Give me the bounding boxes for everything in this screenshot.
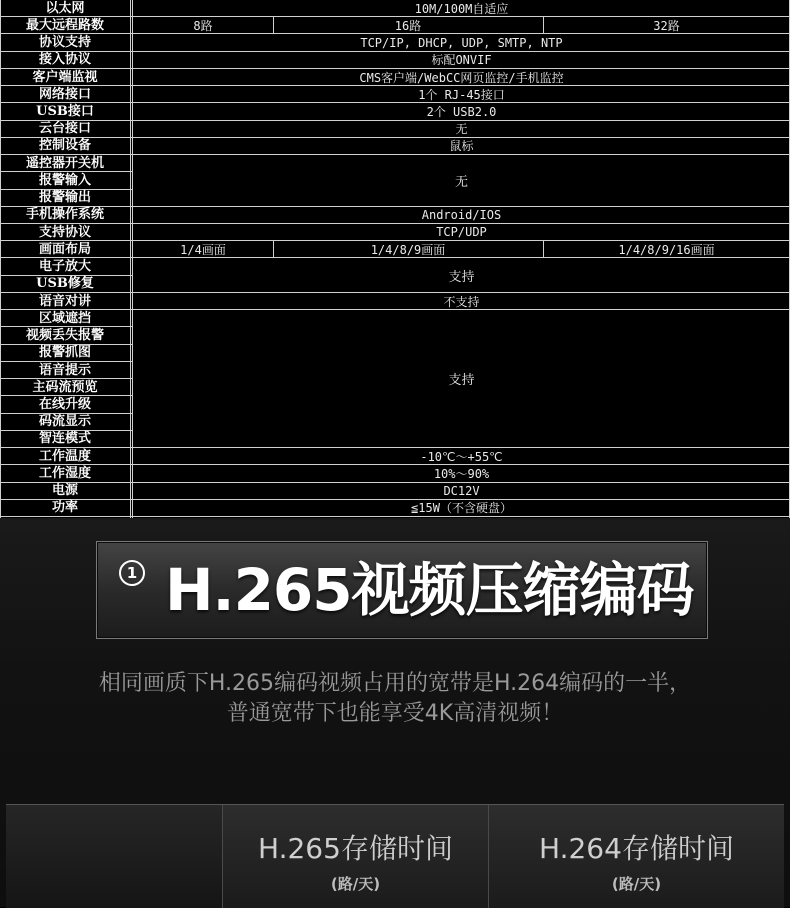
spec-value: 无 <box>455 122 468 137</box>
spec-values <box>133 465 790 481</box>
spec-label: 电子放大 <box>38 259 91 275</box>
spec-label: 电源 <box>51 483 78 499</box>
spec-row <box>0 138 790 155</box>
spec-label: 遥控器开关机 <box>25 155 104 171</box>
spec-value: 1/4画面 <box>180 242 226 257</box>
spec-row <box>0 448 790 465</box>
spec-label: 协议支持 <box>38 35 91 51</box>
spec-values <box>133 448 790 464</box>
spec-label: 画面布局 <box>38 241 91 257</box>
table-border-line <box>132 0 133 518</box>
column-divider <box>273 241 274 257</box>
spec-value: 标配ONVIF <box>431 53 492 68</box>
spec-row <box>0 293 790 310</box>
table-border-line <box>130 0 131 518</box>
feature-title: H.265视频压缩编码 <box>165 556 694 624</box>
column-divider <box>273 17 274 33</box>
spec-value: Android/IOS <box>421 207 502 222</box>
spec-values <box>133 17 790 33</box>
spec-values <box>133 207 790 223</box>
spec-values <box>133 86 790 102</box>
spec-values <box>133 138 790 154</box>
compare-header-blank <box>6 805 222 908</box>
spec-value: 1个 RJ-45接口 <box>418 87 505 102</box>
spec-value: 10M/100M自适应 <box>414 1 509 16</box>
spec-label: 视频丢失报警 <box>25 328 104 344</box>
spec-value: 16路 <box>394 18 422 33</box>
spec-label: 工作湿度 <box>38 465 91 481</box>
spec-values <box>133 103 790 119</box>
spec-label: 语音提示 <box>38 362 91 378</box>
spec-label: 网络接口 <box>38 86 91 102</box>
spec-row <box>0 500 790 517</box>
spec-value: 1/4/8/9/16画面 <box>618 242 715 257</box>
h264-storage-unit: (路/天) <box>611 875 662 893</box>
h265-storage-unit: (路/天) <box>330 875 381 893</box>
spec-label: 最大远程路数 <box>25 17 104 33</box>
column-divider <box>543 17 544 33</box>
spec-value: ≦15W（不含硬盘） <box>411 501 512 516</box>
spec-values <box>133 34 790 50</box>
spec-values <box>133 241 790 257</box>
spec-label: 以太网 <box>45 0 85 16</box>
feature-desc-line2: 普通宽带下也能享受4K高清视频！ <box>226 701 564 726</box>
spec-label: 接入协议 <box>38 52 91 68</box>
spec-values <box>133 121 790 137</box>
spec-value: TCP/IP, DHCP, UDP, SMTP, NTP <box>360 35 563 50</box>
spec-label: 在线升级 <box>38 396 91 412</box>
spec-values <box>133 293 790 309</box>
spec-label: 客户端监视 <box>32 69 98 85</box>
spec-label: USB接口 <box>36 104 94 119</box>
spec-value: DC12V <box>443 483 480 498</box>
spec-label: 主码流预览 <box>32 379 98 395</box>
compare-header-h264 <box>488 805 784 908</box>
spec-values <box>133 69 790 85</box>
compare-header-h265 <box>222 805 488 908</box>
spec-label: 语音对讲 <box>38 293 91 309</box>
spec-label: 区域遮挡 <box>38 310 91 326</box>
spec-row <box>0 207 790 224</box>
spec-row <box>0 103 790 120</box>
h264-storage-heading: H.264存储时间 <box>539 832 734 865</box>
spec-merged-value-zoom: 支持 <box>133 259 790 292</box>
spec-label: 报警输入 <box>38 172 91 188</box>
spec-row <box>0 17 790 34</box>
spec-merged-value-alarm: 无 <box>133 156 790 206</box>
spec-row <box>0 86 790 103</box>
spec-label: 报警抓图 <box>38 345 91 361</box>
spec-row <box>0 121 790 138</box>
feature-section <box>0 518 790 907</box>
spec-label: USB修复 <box>36 276 94 292</box>
feature-number-badge: 1 <box>119 560 145 586</box>
spec-value: 2个 USB2.0 <box>426 105 497 119</box>
spec-row <box>0 69 790 86</box>
spec-label: 智连模式 <box>38 431 91 447</box>
spec-values <box>133 500 790 516</box>
feature-banner <box>96 541 708 639</box>
column-divider <box>543 241 544 257</box>
spec-row <box>0 0 790 17</box>
spec-label: 支持协议 <box>38 224 91 240</box>
spec-label: 手机操作系统 <box>25 207 104 223</box>
spec-label: 码流显示 <box>38 414 91 430</box>
spec-value: 8路 <box>193 18 213 33</box>
h265-storage-heading: H.265存储时间 <box>258 832 453 865</box>
spec-label: 工作温度 <box>38 448 91 464</box>
storage-compare-table <box>6 804 784 908</box>
spec-value: 32路 <box>653 18 680 33</box>
spec-values <box>133 0 790 16</box>
spec-row <box>0 224 790 241</box>
spec-value: 1/4/8/9画面 <box>370 242 446 257</box>
spec-value: CMS客户端/WebCC网页监控/手机监控 <box>359 70 564 85</box>
spec-values <box>133 52 790 68</box>
spec-row <box>0 465 790 482</box>
spec-label: 功率 <box>51 500 78 516</box>
spec-value: 鼠标 <box>449 139 474 154</box>
spec-label: 云台接口 <box>38 121 91 137</box>
spec-row <box>0 52 790 69</box>
spec-values <box>133 483 790 499</box>
spec-value: TCP/UDP <box>436 225 487 240</box>
feature-desc-line1: 相同画质下H.265编码视频占用的宽带是H.264编码的一半， <box>98 671 692 696</box>
spec-values <box>133 224 790 240</box>
spec-value: -10℃～+55℃ <box>420 449 503 464</box>
spec-row <box>0 241 790 258</box>
spec-value: 10%～90% <box>433 466 490 481</box>
table-border-line <box>0 0 1 518</box>
spec-label: 控制设备 <box>38 138 91 154</box>
spec-merged-value-features: 支持 <box>133 311 790 447</box>
spec-row <box>0 34 790 51</box>
spec-row <box>0 483 790 500</box>
spec-value: 不支持 <box>443 294 480 309</box>
spec-label: 报警输出 <box>38 190 91 206</box>
